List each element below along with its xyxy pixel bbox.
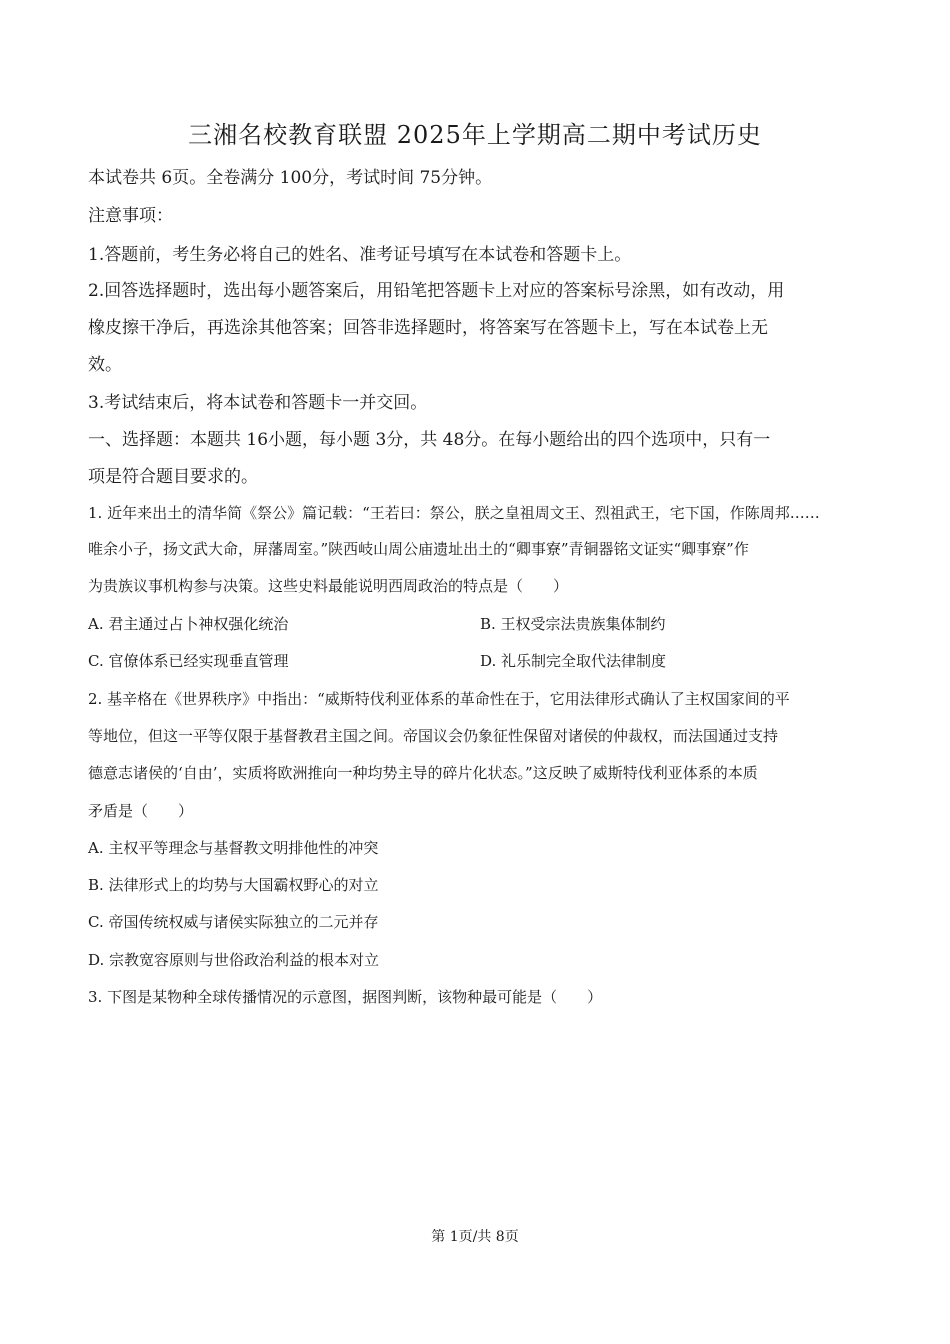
question-1-option-a: A. 君主通过占卜神权强化统治 — [88, 615, 289, 633]
question-2-line-1: 2. 基辛格在《世界秩序》中指出：“威斯特伐利亚体系的革命性在于，它用法律形式确认了主权国家间的平 — [88, 690, 790, 708]
page-footer: 第 1页/共 8页 — [431, 1229, 519, 1245]
notes-heading: 注意事项： — [88, 206, 173, 226]
exam-title: 三湘名校教育联盟 2025年上学期高二期中考试历史 — [188, 121, 762, 149]
question-2-option-a: A. 主权平等理念与基督教文明排他性的冲突 — [88, 839, 379, 857]
question-2-option-b: B. 法律形式上的均势与大国霸权野心的对立 — [88, 876, 379, 894]
note-2-line-3: 效。 — [88, 355, 122, 375]
question-1-line-2: 唯余小子，扬文武大命，屏藩周室。”陕西岐山周公庙遗址出土的“卿事寮”青铜器铭文证实“卿事寮”作 — [88, 540, 749, 558]
section-heading-line-2: 项是符合题目要求的。 — [88, 467, 258, 487]
question-2-line-2: 等地位，但这一平等仅限于基督教君主国之间。帝国议会仍象征性保留对诸侯的仲裁权，而法国通过支持 — [88, 727, 779, 745]
note-1: 1.答题前，考生务必将自己的姓名、准考证号填写在本试卷和答题卡上。 — [88, 245, 632, 265]
question-1-option-b: B. 王权受宗法贵族集体制约 — [480, 615, 666, 633]
exam-intro: 本试卷共 6页。全卷满分 100分，考试时间 75分钟。 — [88, 168, 493, 188]
question-1-line-3: 为贵族议事机构参与决策。这些史料最能说明西周政治的特点是（ ） — [88, 577, 569, 595]
question-1-option-d: D. 礼乐制完全取代法律制度 — [480, 652, 667, 670]
question-2-option-d: D. 宗教宽容原则与世俗政治利益的根本对立 — [88, 951, 380, 969]
question-1-line-1: 1. 近年来出土的清华简《祭公》篇记载：“王若曰：祭公，朕之皇祖周文王、烈祖武王，宅下国，作陈周邦…… — [88, 504, 820, 522]
question-2-option-c: C. 帝国传统权威与诸侯实际独立的二元并存 — [88, 913, 379, 931]
question-2-line-4: 矛盾是（ ） — [88, 802, 194, 820]
note-3: 3.考试结束后，将本试卷和答题卡一并交回。 — [88, 393, 428, 413]
question-1-option-c: C. 官僚体系已经实现垂直管理 — [88, 652, 289, 670]
question-3-stem: 3. 下图是某物种全球传播情况的示意图，据图判断，该物种最可能是（ ） — [88, 988, 603, 1006]
question-2-line-3: 德意志诸侯的‘自由’，实质将欧洲推向一种均势主导的碎片化状态。”这反映了威斯特伐利亚体系的本质 — [88, 764, 758, 782]
section-heading-line-1: 一、选择题：本题共 16小题，每小题 3分，共 48分。在每小题给出的四个选项中，只有一 — [88, 430, 771, 450]
note-2-line-2: 橡皮擦干净后，再选涂其他答案；回答非选择题时，将答案写在答题卡上，写在本试卷上无 — [88, 318, 768, 338]
note-2-line-1: 2.回答选择题时，选出每小题答案后，用铅笔把答题卡上对应的答案标号涂黑，如有改动，用 — [88, 281, 785, 301]
